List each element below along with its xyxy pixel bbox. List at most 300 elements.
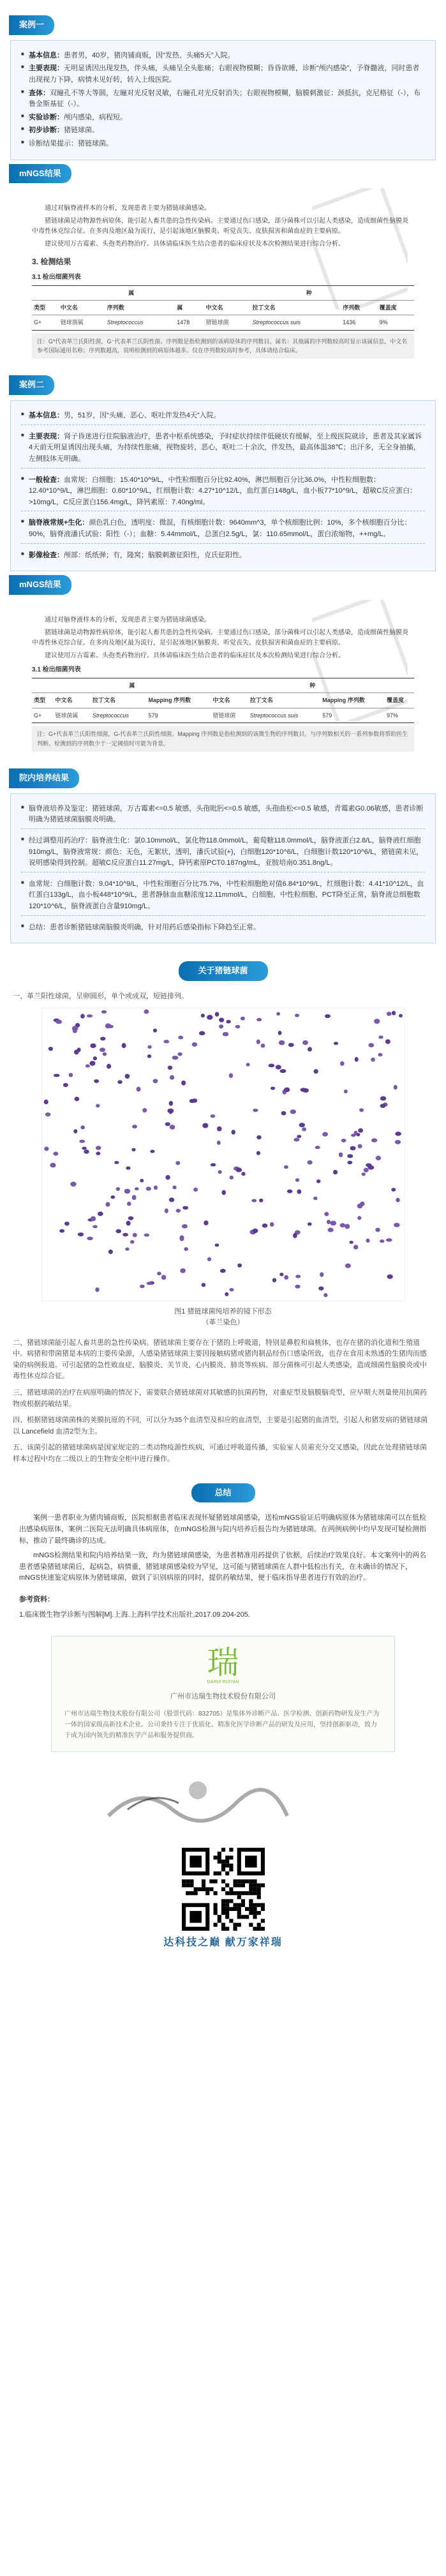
cocci-icon <box>339 1223 345 1227</box>
cocci-icon <box>126 1220 130 1225</box>
cocci-icon <box>391 1188 396 1192</box>
about-para: 五、该菌引起的猪链球菌病是国家规定的二类动物疫源性疾病，可通过呼吸道传播，实验室人员需充分交叉感染，因此在处理猪链球菌样本过程中均在二级以上的生物安全柜中进行操作。 <box>13 1444 427 1464</box>
cocci-icon <box>84 1149 89 1154</box>
reference-title: 参考资料： <box>19 1595 54 1603</box>
cocci-icon <box>99 1047 105 1052</box>
cocci-icon <box>79 1139 85 1142</box>
case1-card <box>10 40 436 160</box>
cocci-icon <box>59 1229 64 1232</box>
case2-item: ■ 主要表现：肾子昏迷进行住院脑液治疗，患者中枢系统感染，予时症状持续伴低硬状有缓解，至上级医院就诊，患者及其家属诉4天前无明显诱因出现头痛，为持续性胀痛，视物旋转，恶心，呕吐二十余次，伴发热，最高体温38℃；出汗多，无全身抽搐，左侧肢体无明确。 <box>21 431 425 465</box>
cocci-icon <box>359 1108 364 1112</box>
th: Mapping 序列数 <box>147 693 211 708</box>
cocci-icon <box>325 1014 331 1017</box>
cocci-icon <box>316 1179 320 1183</box>
inhospital-item: ■ 血常规：白细胞计数：9.04*10^9/L，中性粒细胞百分比75.7%，中性粒细胞绝对值6.84*10^9/L，红细胞计数：4.41*10^12/L，血红蛋白133g/L，血小板448*10^9/L，患者静脉血血糖浓度12.11mmol/L，白细胞、中性粒细胞、PCT降至正常，脑脊液总细胞数120*10^6/L，脑脊液蛋白含量910mg/L。 <box>21 879 425 913</box>
cocci-icon <box>48 1046 52 1051</box>
cocci-icon <box>178 1035 183 1039</box>
cocci-icon <box>202 1123 208 1128</box>
cocci-icon <box>43 1099 48 1104</box>
about-para: 二、猪链球菌能引起人畜共患的急性传染病。猪链球菌主要存在于猪的上呼吸道，特别是鼻腔和扁桃体，也存在猪的消化道和生殖道中。病猪和带菌猪是本病的主要传染源，人感染猪链球菌主要因接触病猪或猪肉制品经伤口感染所致，也存在食用未熟透的生猪肉而感染的病例报道。可引起猪的急性败血症、脑膜炎、关节炎、心内膜炎、肺炎等疾病。部分菌株可引起人类感染，造成细菌性脑膜炎或中毒性休克综合征。 <box>13 1338 427 1381</box>
cocci-icon <box>290 1109 296 1114</box>
cocci-icon <box>216 1140 220 1144</box>
cocci-icon <box>297 1135 301 1138</box>
cocci-icon <box>53 1151 58 1156</box>
cocci-icon <box>216 1126 221 1131</box>
cocci-icon <box>106 1063 110 1068</box>
cocci-icon <box>115 1187 119 1190</box>
cocci-icon <box>201 1283 205 1287</box>
cocci-icon <box>135 1187 139 1190</box>
cocci-icon <box>131 1148 135 1151</box>
cocci-icon <box>284 1275 288 1279</box>
cocci-icon <box>295 1178 299 1181</box>
cocci-icon <box>136 1086 140 1091</box>
cocci-icon <box>288 1042 294 1046</box>
cocci-icon <box>71 1026 78 1031</box>
company-name: 广州市达瑞生物技术股份有限公司 <box>170 1692 276 1700</box>
cocci-icon <box>375 1155 380 1160</box>
cocci-icon <box>152 1079 158 1083</box>
about-section <box>13 991 433 1465</box>
th: 序列数 <box>105 300 175 315</box>
cocci-icon <box>283 1165 288 1169</box>
cocci-icon <box>191 1098 197 1103</box>
cocci-icon <box>77 1232 84 1236</box>
cocci-icon <box>110 1195 115 1198</box>
inhospital-item: ■ 总结：患者诊断猪链球菌脑膜炎明确，针对用药后感染指标下降趋至正常。 <box>21 922 425 934</box>
cocci-icon <box>80 1125 85 1129</box>
cocci-icon <box>77 1047 80 1052</box>
th-species: 种 <box>204 285 415 300</box>
cocci-icon <box>86 1014 92 1017</box>
cocci-icon <box>144 1009 149 1014</box>
cocci-icon <box>139 1284 144 1288</box>
cocci-icon <box>341 1139 346 1142</box>
table-row: G+ 链球菌属 Streptococcus 579 猪链球菌 Streptococcus suis 579 97% <box>32 708 414 723</box>
company-desc: 广州市达瑞生物技术股份有限公司（股票代码：832705）是集体外诊断产品、医学检测、创新药物研发及生产为一体的国家级高新技术企业。公司秉持专注于优质化、精准化医学诊断产品的研发及应用，坚持创新驱动，致力于成为国内领先的精准医学产品和服务提供商。 <box>64 1711 380 1740</box>
cocci-icon <box>256 1135 262 1139</box>
cocci-icon <box>125 1247 130 1250</box>
cocci-icon <box>347 1154 353 1158</box>
cocci-icon <box>253 1109 258 1112</box>
cocci-icon <box>219 1017 224 1022</box>
cocci-icon <box>260 1044 265 1047</box>
cocci-icon <box>302 1127 306 1131</box>
cocci-icon <box>172 1185 176 1189</box>
cocci-icon <box>150 1149 154 1153</box>
cocci-icon <box>378 1035 383 1038</box>
summary-title: 总结 <box>191 1483 255 1503</box>
cocci-icon <box>94 1079 99 1083</box>
cocci-icon <box>50 1162 56 1167</box>
cocci-icon <box>82 1146 87 1149</box>
cocci-icon <box>302 1040 308 1044</box>
cocci-icon <box>338 1152 343 1157</box>
cocci-icon <box>114 1160 119 1164</box>
cocci-icon <box>165 1174 170 1179</box>
cocci-icon <box>210 1114 215 1117</box>
cocci-icon <box>332 1169 337 1174</box>
cocci-icon <box>235 1167 242 1172</box>
watermark-stamp-icon <box>312 188 408 310</box>
cocci-icon <box>268 1063 274 1067</box>
references <box>19 1594 427 1621</box>
case2-item: ■ 基本信息：男，51岁，因“头痛、恶心、呕吐伴发热4天”入院。 <box>21 410 425 422</box>
cocci-icon <box>207 1014 212 1019</box>
th: 类型 <box>32 300 59 315</box>
case2-item: ■ 脑脊液常规+生化：颜色乳白色，透明度：微混，有核细胞计数：9640mm^3，单个核细胞比例：10%，多个核细胞百分比：90%，脑脊液潘氏试验：阳性（-）；血糖：5.44mmol/L，总蛋白2.5g/L，氯：110.65mmol/L，蛋白浓缩物，++mg/L。 <box>21 518 425 540</box>
cocci-icon <box>363 1167 368 1172</box>
case1-item: ■ 初步诊断：猪链球菌。 <box>21 125 425 137</box>
cocci-icon <box>163 1040 169 1044</box>
cocci-icon <box>167 1065 172 1070</box>
cocci-icon <box>225 1292 228 1296</box>
cocci-icon <box>295 1275 301 1278</box>
cocci-icon <box>300 1088 306 1091</box>
cocci-icon <box>226 1019 231 1023</box>
cocci-icon <box>214 1243 219 1247</box>
cocci-icon <box>56 1019 62 1024</box>
cocci-icon <box>130 1239 134 1243</box>
cocci-icon <box>207 1257 211 1261</box>
slogan: 达科技之巅 献万家祥瑞 <box>163 1937 283 1949</box>
cocci-icon <box>115 1229 121 1232</box>
cocci-icon <box>229 1287 234 1291</box>
cocci-icon <box>180 1268 186 1273</box>
th: 中文名 <box>53 693 90 708</box>
cocci-icon <box>85 1064 89 1067</box>
cocci-icon <box>177 1052 182 1056</box>
cocci-icon <box>96 1104 100 1107</box>
case2-item: ■ 影像检查：颅部：纸纸弹；有，隆窝；脑膜刺激征阳性，克氏征阳性。 <box>21 550 425 562</box>
cocci-icon <box>204 1220 208 1225</box>
cocci-icon <box>181 1080 186 1085</box>
cocci-icon <box>80 1014 85 1018</box>
cocci-icon <box>349 1240 353 1243</box>
cocci-icon <box>165 1122 170 1126</box>
cocci-icon <box>169 1075 174 1079</box>
cocci-icon <box>175 1160 180 1164</box>
cocci-icon <box>324 1211 329 1216</box>
cocci-icon <box>147 1054 151 1058</box>
cocci-icon <box>74 1097 79 1101</box>
cocci-icon <box>256 1151 260 1155</box>
cocci-icon <box>357 1216 361 1220</box>
cocci-icon <box>64 1221 70 1225</box>
cocci-icon <box>90 1043 96 1047</box>
case1-title: 案例一 <box>9 15 54 35</box>
cocci-icon <box>326 1220 330 1224</box>
cocci-icon <box>308 1047 312 1051</box>
qr-code-icon[interactable] <box>182 1848 265 1931</box>
cocci-icon <box>279 1068 286 1072</box>
cocci-icon <box>293 1232 297 1238</box>
cocci-icon <box>96 1151 100 1155</box>
summary-para: 案例一患者职业为猪肉铺商贩，医院根据患者临床表现怀疑猪链球菌感染，送检mNGS验证后明确病原体为猪链球菌可以在低检出感染病原体，案例二医院无法明确具体病原体，在mNGS检测与院内培养后报告均为猪链球菌。在两例病例中均早发现可疑检测指标，推动了最终确诊的达成。 <box>19 1514 426 1545</box>
cocci-icon <box>100 1037 105 1040</box>
cocci-icon <box>132 1232 137 1237</box>
th: Mapping 序列数 <box>320 693 385 708</box>
figure-caption: 图1 猪链球菌纯培养的镜下形态 （革兰染色） <box>174 1307 272 1327</box>
cocci-icon <box>379 1239 384 1243</box>
cocci-icon <box>378 1052 382 1056</box>
cocci-icon <box>278 1030 281 1035</box>
cocci-icon <box>168 1100 173 1105</box>
watermark-stamp-icon <box>312 600 408 721</box>
inhospital-item: ■ 经过调整用药治疗：脑脊液生化：氯0.10mmol/L，氯化物118.0mmol/L，葡萄糖118.0mmol/L，脑脊液蛋白2.8/L，脑脊液红细胞910mg/L，脑脊液常规：颜色：无色，无絮状，透明，潘氏试验(+)，白细胞120*10^6/L，白细胞计数120*10^6/L，猪链菌未见，说明感染得到控制。超敏C反应蛋白11.27mg/L，降钙素原PCT0.187ng/mL，亚胺培南0.351.8ng/L。 <box>21 835 425 869</box>
cocci-icon <box>193 1187 198 1191</box>
cocci-icon <box>179 1236 184 1241</box>
cocci-icon <box>128 1216 133 1220</box>
cocci-icon <box>97 1211 103 1216</box>
th: 序列数 <box>341 300 377 315</box>
cocci-icon <box>386 1012 391 1016</box>
cocci-icon <box>262 1223 267 1227</box>
cocci-icon <box>228 1073 232 1078</box>
cocci-icon <box>295 1014 299 1017</box>
cocci-icon <box>350 1146 355 1150</box>
cocci-icon <box>380 1104 385 1108</box>
cocci-icon <box>345 1263 350 1268</box>
mngs2-note: 注：G+代表革兰氏阳性细菌，G-代表革兰氏阴性细菌。Mapping 序列数是指检测到的该微生物的序列数目。与序列数相关的一系列参数将帮助医生判断。检测到的序列数少于一定阈值时可能为背景。 <box>32 726 414 752</box>
cocci-icon <box>87 1236 93 1240</box>
cocci-icon <box>210 1163 216 1166</box>
th: 覆盖度 <box>385 693 414 708</box>
cocci-icon <box>90 1216 95 1221</box>
cocci-icon <box>284 1087 290 1091</box>
cocci-icon <box>256 1039 260 1044</box>
cocci-icon <box>184 1247 188 1250</box>
cocci-icon <box>366 1238 369 1242</box>
case2-card <box>10 400 436 571</box>
cocci-icon <box>333 1042 338 1045</box>
cocci-icon <box>152 1028 156 1032</box>
company-logo: 瑞 DARUI RUIYAN <box>207 1644 239 1685</box>
th: 拉丁文名 <box>91 693 147 708</box>
case1-item: ■ 基本信息：患者男，40岁，猪肉铺商贩，因“发热、头痛5天”入院。 <box>21 50 425 62</box>
about-para: 三、猪链球菌的治疗在病原明确的情况下，需要联合猪链球菌对其敏感的抗菌药物，对重症型及脑膜脑炎型，应早期大剂量使用抗菌药物或根据药敏结果。 <box>13 1389 427 1408</box>
th-species: 种 <box>211 678 414 693</box>
cocci-icon <box>259 1198 263 1202</box>
cocci-icon <box>131 1195 136 1200</box>
cocci-icon <box>357 1203 362 1208</box>
case1-item: ■ 实验诊断：颅内感染，病程短。 <box>21 112 425 124</box>
cocci-icon <box>393 1084 397 1089</box>
mngs1-note: 注：G*代表革兰氏阳性菌，G⁻代表革兰氏阴性菌。序列数是指检测到的该病原体的序列数目。属名：其他属的序列数较高时显示该属信息，中文名参考国际通用名称；序列数越高，说明检测到的病原体越多。仅在序列数较高时参考，具体请结合临床。 <box>32 333 414 359</box>
cocci-icon <box>252 1228 258 1232</box>
th: 中文名 <box>211 693 248 708</box>
case1-item: ■ 诊断结果提示：猪链球菌。 <box>21 139 425 150</box>
cocci-icon <box>361 1172 365 1175</box>
mngs2-title: mNGS结果 <box>9 575 71 595</box>
cocci-icon <box>101 1010 106 1013</box>
mngs2-report <box>19 606 427 758</box>
cocci-icon <box>93 1225 97 1228</box>
cocci-icon <box>368 1043 374 1047</box>
cocci-icon <box>161 1275 166 1280</box>
cocci-icon <box>241 1171 245 1175</box>
cocci-icon <box>182 1206 188 1209</box>
cocci-icon <box>371 1057 375 1061</box>
cocci-icon <box>327 1227 333 1232</box>
cocci-icon <box>157 1271 161 1275</box>
cocci-icon <box>343 1090 347 1093</box>
cocci-icon <box>246 1063 249 1067</box>
cocci-icon <box>145 1187 151 1190</box>
cocci-icon <box>132 1125 137 1128</box>
cocci-icon <box>278 1040 285 1045</box>
cocci-icon <box>222 1031 228 1036</box>
summary-para: mNGS检测结果和院内培养结果一致，均为猪链球菌感染，为患者精准用药提供了依据，后续治疗效果良好。本文案列中的两名患者感染猪链球菌后，起病急，病情重，猪链球菌感染较为罕见，这可能与猪链球菌在人群中低检出有关，在未确诊的情况下，mNGS快速鉴定病原体为猪链球菌，做到了识别病原的同时，提供药敏结果，便于临床指导患者进行有效的治疗。 <box>19 1552 426 1582</box>
cocci-icon <box>256 1017 261 1021</box>
cocci-icon <box>221 1190 226 1195</box>
cocci-icon <box>68 1073 73 1077</box>
cocci-icon <box>198 1031 205 1035</box>
cocci-icon <box>340 1061 345 1065</box>
ink-painting-icon <box>102 1771 294 1829</box>
cocci-icon <box>181 1224 187 1229</box>
cocci-icon <box>295 1284 300 1288</box>
cocci-icon <box>191 1042 197 1046</box>
cocci-icon <box>240 1016 244 1020</box>
cocci-icon <box>398 1014 402 1017</box>
cocci-icon <box>279 1272 283 1276</box>
mngs2-para: 建议使用万古霉素、头孢类药物治疗。具体请临床医生结合患者的临床症状及本次检测结果进行综合分析。 <box>45 652 345 660</box>
cocci-icon <box>102 1052 107 1056</box>
cocci-icon <box>269 1222 274 1226</box>
mngs1-para: 建议使用万古霉素、头孢类药物治疗。具体请临床医生结合患者的临床症状及本次检测结果进行综合分析。 <box>45 241 345 248</box>
cocci-icon <box>320 1272 323 1277</box>
cocci-icon <box>270 1086 274 1090</box>
cocci-icon <box>219 1268 225 1272</box>
cocci-icon <box>121 1043 126 1048</box>
th: 拉丁文名 <box>251 300 341 315</box>
case2-title: 案例二 <box>9 375 54 395</box>
cocci-icon <box>95 1146 101 1150</box>
cocci-icon <box>294 1137 299 1141</box>
cocci-icon <box>126 1166 130 1169</box>
cocci-icon <box>391 1010 395 1015</box>
cocci-icon <box>126 1201 131 1206</box>
th-blank <box>32 678 53 693</box>
cocci-icon <box>53 1074 59 1077</box>
cocci-icon <box>281 1111 286 1115</box>
summary-section <box>19 1513 427 1584</box>
cocci-icon <box>330 1220 336 1225</box>
cocci-icon <box>322 1132 328 1136</box>
cocci-icon <box>63 1082 68 1087</box>
cocci-icon <box>146 1282 152 1285</box>
cocci-icon <box>200 1014 204 1017</box>
cocci-icon <box>172 1055 178 1059</box>
mngs2-para: 通过对脑脊液样本的分析，发现患者主要为猪链球菌感染。 <box>45 617 211 624</box>
about-title: 关于猪链球菌 <box>179 961 268 981</box>
th: 属 <box>175 300 204 315</box>
cocci-icon <box>147 1045 151 1049</box>
mngs1-para: 猪链球菌是动物源性病原体，能引起人畜共患的急性传染病。主要通过伤口感染，部分菌株可以引起人类感染，造成细菌性脑膜炎中毒性休克综合征。在多肉及地区最为流行，是引起该地区脑膜炎、听觉丧失、皮肤损害和菌血症的主要病原。 <box>32 218 408 236</box>
cocci-icon <box>219 1024 223 1028</box>
cocci-icon <box>299 1123 304 1127</box>
th-genus: 属 <box>59 285 204 300</box>
case1-item: ■ 查体：双瞳孔不等大等圆，左瞳对光反射灵敏，右瞳孔对光反射消失；右眼视物模糊，脑膜刺激征：颈抵抗，克尼格征（-），布鲁金斯基征（-）。 <box>21 88 425 110</box>
cocci-icon <box>275 1065 281 1069</box>
cocci-icon <box>353 1245 358 1249</box>
cocci-icon <box>358 1128 363 1132</box>
mngs1-report <box>19 195 427 365</box>
cocci-icon <box>385 1238 392 1242</box>
mngs1-subheading: 3.1 检出细菌列表 <box>32 273 81 281</box>
cocci-icon <box>313 1068 318 1073</box>
cocci-icon <box>153 1185 157 1190</box>
cocci-icon <box>140 1178 144 1182</box>
cocci-icon <box>45 1112 50 1116</box>
reference-item: 1.临床微生物学诊断与图解[M].上海.上海科学技术出版社,2017.09.204-205. <box>19 1610 250 1619</box>
cocci-icon <box>394 1222 400 1227</box>
inhospital-card <box>10 793 436 943</box>
about-para: 四、根据猪链球菌菌株的荚膜抗原的不同，可以分为35个血清型及相应的血清型，主要是引起猪的血清型，引起人和猪发病的猪链球菌以 Lancefield 血清2型为主。 <box>13 1416 428 1435</box>
about-intro: 一、革兰阳性球菌，呈卵圆形，单个或成双，短链排列。 <box>13 992 188 1000</box>
cocci-icon <box>164 1208 168 1213</box>
cocci-icon <box>218 1170 221 1174</box>
cocci-icon <box>44 1146 48 1151</box>
cocci-icon <box>396 1197 400 1202</box>
th: 类型 <box>32 693 53 708</box>
cocci-icon <box>371 1138 376 1142</box>
inhospital-title: 院内培养结果 <box>9 768 79 788</box>
cocci-icon <box>394 1140 400 1144</box>
th: 覆盖度 <box>378 300 414 315</box>
cocci-icon <box>70 1181 76 1187</box>
cocci-icon <box>235 1024 240 1028</box>
mngs1-heading: 3. 检测结果 <box>32 257 71 267</box>
cocci-icon <box>286 1189 292 1193</box>
cocci-icon <box>297 1189 301 1194</box>
cocci-icon <box>351 1134 356 1137</box>
cocci-icon <box>144 1233 149 1236</box>
cocci-icon <box>214 1012 219 1016</box>
cocci-icon <box>315 1146 320 1149</box>
cocci-icon <box>93 1056 96 1060</box>
cocci-icon <box>108 1249 112 1254</box>
th-genus: 属 <box>53 678 211 693</box>
cocci-icon <box>374 1019 380 1024</box>
cocci-icon <box>307 1222 311 1225</box>
case1-item: ■ 主要表现：无明显诱因出现发热，伴头痛，头痛呈全头胀痛；右眼视物模糊；昏昏欲睡，诊断“颅内感染”，予脊髓液，同时患者出现视力下降，病情未见好转，转入上级医院。 <box>21 63 425 86</box>
cocci-icon <box>169 1125 175 1130</box>
cocci-icon <box>229 1175 234 1179</box>
bacteria-micrograph-image <box>41 1008 405 1301</box>
cocci-icon <box>272 1278 276 1282</box>
cocci-icon <box>347 1160 352 1164</box>
mngs2-subheading: 3.1 检出细菌列表 <box>32 666 81 674</box>
mngs1-para: 通过对脑脊液样本的分析，发现患者主要为猪链球菌感染。 <box>45 205 211 213</box>
cocci-icon <box>175 1208 181 1212</box>
cocci-icon <box>366 1163 371 1167</box>
cocci-icon <box>395 1131 401 1135</box>
cocci-icon <box>95 1287 99 1291</box>
cocci-icon <box>380 1096 386 1100</box>
inhospital-item: ■ 脑脊液培养及鉴定：猪链球菌，万古霉素<=0.5 敏感，头孢吡肟<=0.5 敏感，头孢曲松<=0.5 敏感，青霉素G0.06敏感，患者诊断明确为猪链球菌脑膜炎明确。 <box>21 804 425 826</box>
cocci-icon <box>124 1188 130 1194</box>
cocci-icon <box>123 1232 128 1236</box>
cocci-icon <box>307 1160 312 1164</box>
cocci-icon <box>231 1130 235 1135</box>
th: 拉丁文名 <box>248 693 320 708</box>
cocci-icon <box>105 1202 110 1206</box>
cocci-icon <box>313 1196 318 1200</box>
case2-item: ■ 一般检查：血常规：白细胞：15.40*10^9/L，中性粒细胞百分比92.40%，淋巴细胞百分比36.0%，中性粒细胞数：12.40*10^9/L，淋巴细胞：0.60*10^9/L，红细胞计数：4.27*10^12/L，血红蛋白148g/L，血小板77*10^9/L，超敏C反应蛋白：>10mg/L，C反应蛋白156.4mg/L，降钙素原：7.40ng/ml。 <box>21 475 425 509</box>
cocci-icon <box>387 1274 392 1278</box>
